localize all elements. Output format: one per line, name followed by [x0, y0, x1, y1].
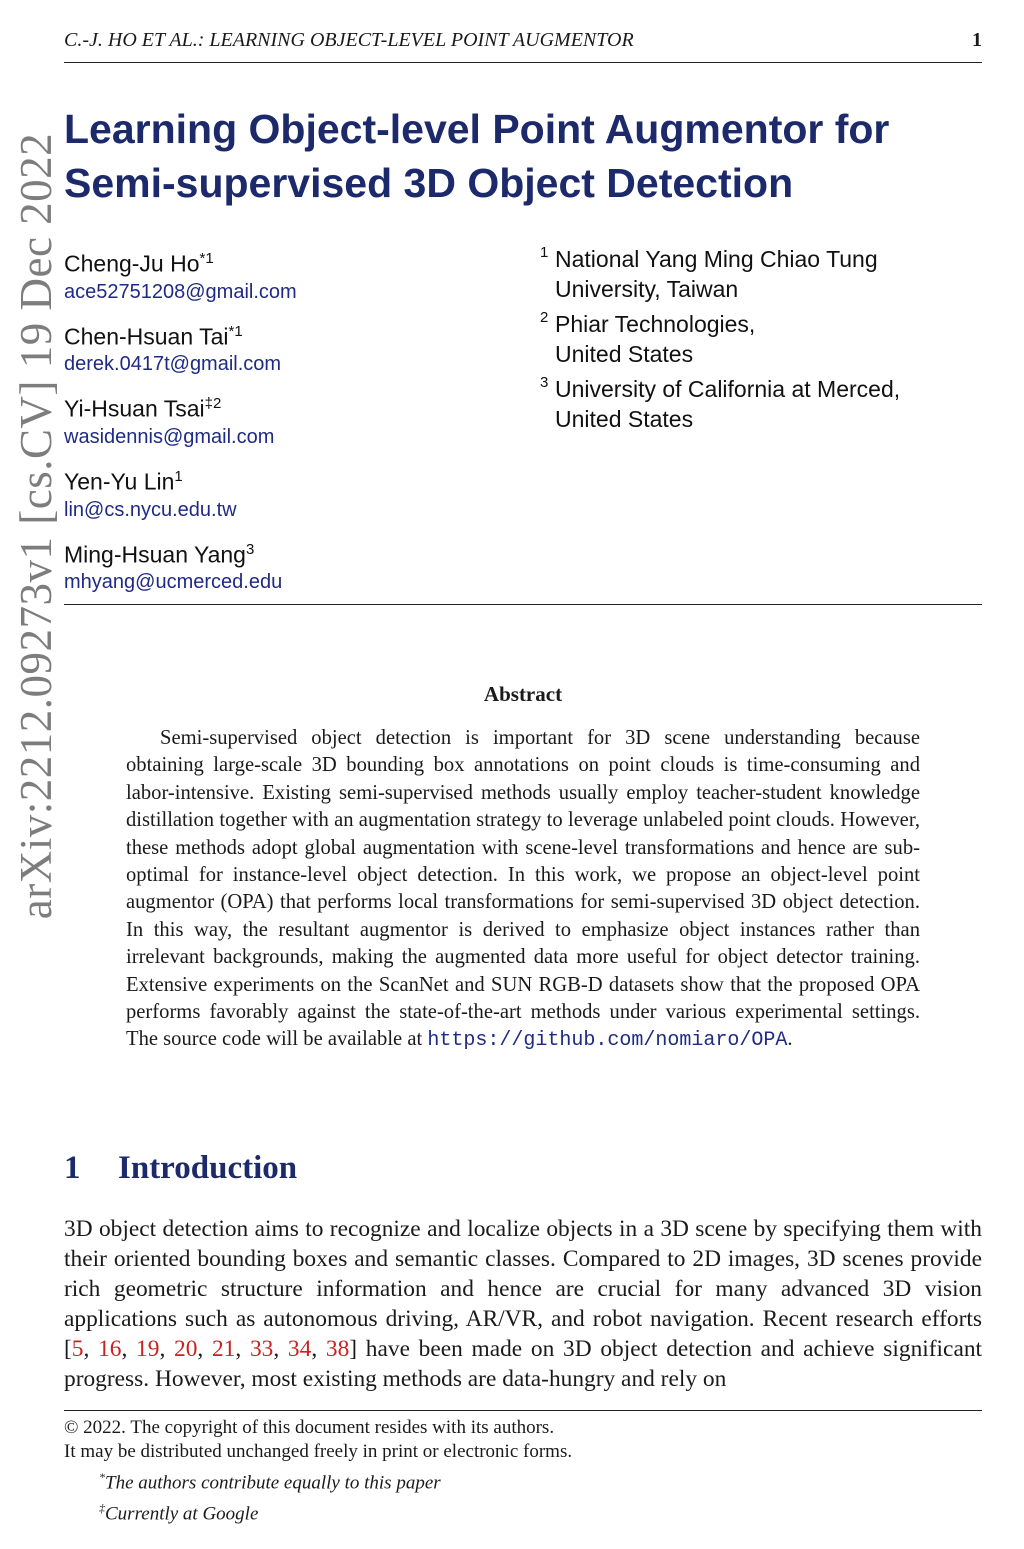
author-email-link[interactable]: ace52751208@gmail.com — [64, 280, 297, 303]
author-name: Ming-Hsuan Yang — [64, 541, 246, 568]
footnote-mark: ‡ — [99, 1500, 105, 1515]
copyright-line: It may be distributed unchanged freely in print or electronic forms. — [64, 1441, 573, 1463]
citation-link[interactable]: 20 — [174, 1336, 198, 1363]
author-name: Yen-Yu Lin — [64, 468, 175, 495]
author-mark: *1 — [228, 322, 243, 340]
section-title: Introduction — [118, 1150, 298, 1186]
affiliation-number: 3 — [540, 374, 549, 391]
running-head-title: C.-J. HO ET AL.: LEARNING OBJECT-LEVEL POINT AUGMENTOR — [64, 29, 634, 51]
affiliation-entry — [540, 309, 980, 369]
page-number: 1 — [972, 29, 982, 51]
intro-text: ] have been made on 3D object detection and achieve significant progress. However, most existing methods are data-hungry and rely on — [64, 1336, 983, 1393]
affiliation-list — [540, 244, 980, 439]
arxiv-stamp: arXiv:2212.09273v1 [cs.CV] 19 Dec 2022 — [11, 132, 61, 920]
title-block-rule — [64, 604, 982, 605]
affiliation-line: United States — [555, 341, 694, 367]
affiliation-entry — [540, 374, 980, 434]
abstract-heading: Abstract — [483, 682, 563, 706]
citation-link[interactable]: 19 — [136, 1336, 160, 1363]
author-email-link[interactable]: mhyang@ucmerced.edu — [64, 571, 283, 594]
author-email-link[interactable]: wasidennis@gmail.com — [64, 425, 275, 448]
section-heading — [64, 1146, 982, 1190]
author-entry — [64, 244, 534, 305]
affiliation-line: University of California at Merced, — [555, 376, 901, 402]
paper-title — [64, 102, 982, 210]
source-code-link[interactable]: https://github.com/nomiaro/OPA — [427, 1029, 788, 1053]
citation-link[interactable]: 5 — [71, 1336, 84, 1363]
title-line: Semi-supervised 3D Object Detection — [64, 160, 794, 206]
abstract-body — [126, 725, 920, 1055]
author-mark: *1 — [199, 250, 214, 267]
header-rule — [64, 62, 982, 63]
copyright-line: © 2022. The copyright of this document resides with its authors. — [64, 1417, 555, 1438]
affiliation-entry — [540, 244, 980, 304]
citation-link[interactable]: 38 — [325, 1336, 350, 1363]
citation-link[interactable]: 16 — [98, 1336, 122, 1363]
footnote-google — [64, 1496, 982, 1527]
affiliation-line: National Yang Ming Chiao Tung — [555, 246, 878, 272]
author-name: Cheng-Ju Ho — [64, 250, 200, 277]
footnotes — [64, 1416, 982, 1526]
section-number: 1 — [64, 1150, 81, 1186]
author-mark: 1 — [174, 467, 183, 485]
running-head — [64, 26, 982, 54]
intro-text: 3D object detection aims to recognize and localize objects in a 3D scene by specifying them with their oriented bounding boxes and semantic classes. Compared to 2D images, 3D scenes provide rich geometric structure information and hence are crucial for many advanced 3D vision applications such as autonomous driving, AR/VR, and robot navigation. Recent research efforts [ — [64, 1216, 982, 1363]
footnote-equal-contribution — [64, 1465, 982, 1496]
title-line: Learning Object-level Point Augmentor for — [64, 106, 890, 152]
citation-link[interactable]: 33 — [249, 1336, 274, 1363]
affiliation-line: Phiar Technologies, — [555, 311, 756, 337]
author-name: Yi-Hsuan Tsai — [64, 395, 205, 422]
footnote-rule — [64, 1410, 982, 1411]
introduction-paragraph: 3D object detection aims to recognize and localize objects in a 3D scene by specifying them with their oriented bounding boxes and semantic classes. Compared to 2D images, 3D scenes provide rich geometric structure information and hence are crucial for many advanced 3D vision applications such as autonomous driving, AR/VR, and robot navigation. Recent research efforts [5, 16, 19, 20, 21, 33, 34, 38] have been made on 3D object detection and achieve significant progress. However, most existing methods are data-hungry and rely on — [64, 1216, 983, 1393]
author-list — [64, 244, 534, 607]
author-entry — [64, 462, 534, 523]
citation-link[interactable]: 21 — [211, 1336, 236, 1363]
author-email-link[interactable]: derek.0417t@gmail.com — [64, 353, 282, 376]
author-mark: ‡2 — [204, 395, 222, 413]
author-entry — [64, 389, 534, 450]
affiliation-line: University, Taiwan — [555, 276, 739, 302]
abstract-text: Semi-supervised object detection is important for 3D scene understanding because obtaining large-scale 3D bounding box annotations on point clouds is time-consuming and labor-intensive. Existing semi-supervised methods usually employ teacher-student knowledge distillation together with an augmentation strategy to leverage unlabeled point clouds. However, these methods adopt global augmentation with scene-level transformations and hence are sub-optimal for instance-level object detection. In this work, we propose an object-level point augmentor (OPA) that performs local transformations for semi-supervised 3D object detection. In this way, the resultant augmentor is derived to emphasize object instances rather than irrelevant backgrounds, making the augmented data more useful for object detector training. Extensive experiments on the ScanNet and SUN RGB-D datasets show that the proposed OPA performs favorably against the state-of-the-art methods under various experimental settings. The source code will be available at — [126, 727, 920, 1051]
footnote-text: The authors contribute equally to this paper — [105, 1472, 441, 1494]
affiliation-line: United States — [555, 406, 694, 432]
affiliation-number: 2 — [540, 309, 549, 326]
author-email-link[interactable]: lin@cs.nycu.edu.tw — [64, 498, 237, 521]
author-entry — [64, 317, 534, 378]
affiliation-number: 1 — [540, 244, 549, 261]
footnote-mark: * — [99, 1469, 105, 1484]
citation-link[interactable]: 34 — [287, 1336, 312, 1363]
abstract-end: . — [787, 1028, 793, 1051]
author-entry — [64, 535, 534, 596]
author-mark: 3 — [245, 540, 255, 558]
footnote-text: Currently at Google — [105, 1502, 259, 1524]
author-name: Chen-Hsuan Tai — [64, 323, 229, 350]
